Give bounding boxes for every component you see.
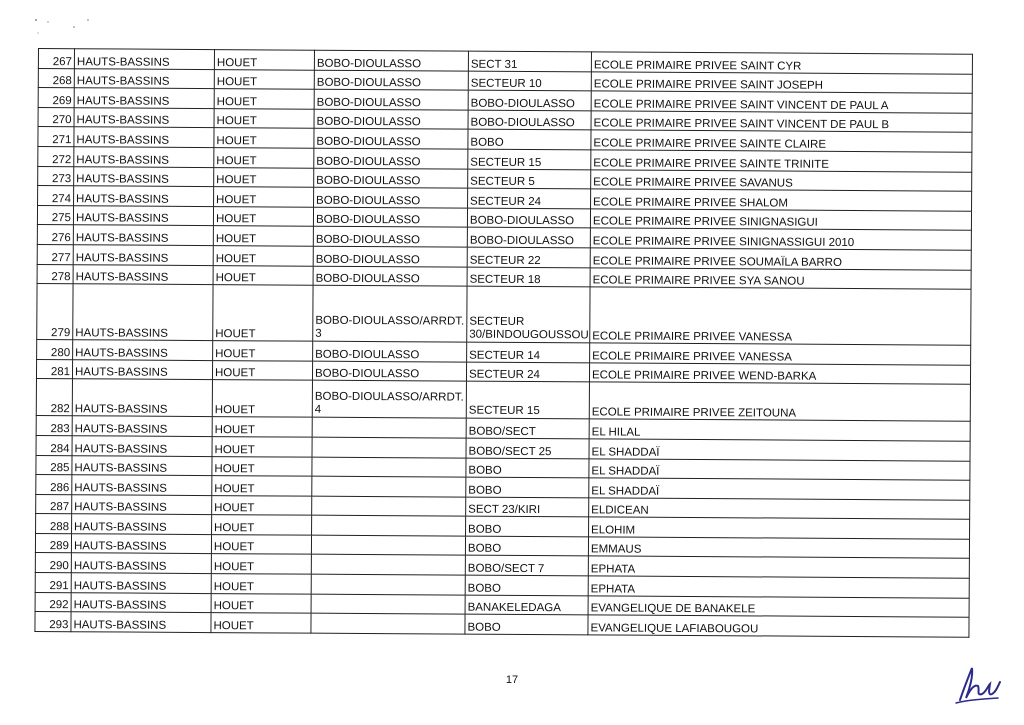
cell-commune: BOBO-DIOULASSO	[314, 168, 468, 189]
cell-province: HOUET	[212, 360, 312, 380]
cell-region: HAUTS-BASSINS	[73, 245, 213, 265]
school-table-body	[35, 49, 973, 638]
cell-school-name: ECOLE PRIMAIRE PRIVEE SINIGNASIGUI	[590, 209, 971, 231]
cell-commune: BOBO-DIOULASSO/ARRDT. 4	[312, 380, 466, 418]
cell-number: 289	[35, 533, 71, 553]
cell-locality: SECTEUR 14	[467, 342, 590, 362]
table-row	[36, 379, 970, 422]
cell-commune	[312, 515, 466, 536]
cell-commune: BOBO-DIOULASSO	[313, 341, 467, 362]
cell-school-name: EPHATA	[588, 576, 969, 598]
cell-region: HAUTS-BASSINS	[73, 340, 213, 360]
cell-region: HAUTS-BASSINS	[74, 49, 214, 69]
cell-province: HOUET	[214, 187, 314, 207]
cell-commune	[312, 496, 466, 517]
cell-number: 269	[38, 88, 74, 108]
cell-province: HOUET	[211, 593, 311, 613]
cell-province: HOUET	[214, 108, 314, 128]
cell-province: HOUET	[213, 246, 313, 266]
cell-number: 271	[38, 127, 74, 147]
handwritten-signature	[952, 660, 1002, 704]
cell-number: 290	[35, 553, 71, 573]
cell-number: 275	[37, 205, 73, 225]
cell-region: HAUTS-BASSINS	[74, 127, 214, 147]
cell-locality: BOBO	[465, 575, 588, 595]
cell-region: HAUTS-BASSINS	[71, 573, 211, 593]
cell-region: HAUTS-BASSINS	[72, 475, 212, 495]
cell-province: HOUET	[213, 206, 313, 226]
cell-number: 293	[35, 612, 71, 632]
cell-number: 277	[37, 244, 73, 264]
cell-school-name: ECOLE PRIMAIRE PRIVEE SAINTE CLAIRE	[591, 130, 972, 152]
cell-school-name: ECOLE PRIMAIRE PRIVEE SINIGNASSIGUI 2010	[590, 228, 971, 250]
cell-locality: BOBO	[465, 614, 588, 634]
cell-region: HAUTS-BASSINS	[74, 88, 214, 108]
cell-province: HOUET	[214, 89, 314, 109]
cell-locality: SECTEUR 30/BINDOUGOUSSOU	[467, 286, 590, 343]
cell-locality: BOBO/SECT	[466, 418, 589, 438]
cell-number: 281	[36, 359, 72, 379]
cell-number: 286	[36, 475, 72, 495]
cell-commune: BOBO-DIOULASSO	[312, 361, 466, 382]
cell-school-name: ECOLE PRIMAIRE PRIVEE SYA SANOU	[590, 267, 971, 289]
cell-number: 284	[36, 435, 72, 455]
cell-locality: BOBO/SECT 25	[466, 438, 589, 458]
cell-number: 291	[35, 573, 71, 593]
cell-school-name: ECOLE PRIMAIRE PRIVEE SAINT VINCENT DE PAUL B	[591, 111, 972, 133]
cell-region: HAUTS-BASSINS	[71, 612, 211, 632]
cell-school-name: ECOLE PRIMAIRE PRIVEE VANESSA	[590, 287, 971, 345]
cell-province: HOUET	[214, 69, 314, 89]
cell-number: 288	[36, 514, 72, 534]
cell-number: 276	[37, 225, 73, 245]
cell-commune	[311, 594, 465, 615]
cell-region: HAUTS-BASSINS	[73, 225, 213, 245]
cell-locality: SECT 23/KIRI	[466, 497, 589, 517]
cell-school-name: ECOLE PRIMAIRE PRIVEE SAVANUS	[591, 169, 972, 191]
cell-school-name: ECOLE PRIMAIRE PRIVEE SHALOM	[591, 189, 972, 211]
cell-school-name: EVANGELIQUE LAFIABOUGOU	[588, 615, 969, 637]
cell-school-name: ECOLE PRIMAIRE PRIVEE SOUMAÏLA BARRO	[590, 248, 971, 270]
cell-school-name: EL SHADDAÏ	[589, 478, 970, 500]
cell-school-name: ECOLE PRIMAIRE PRIVEE SAINT VINCENT DE PAUL A	[591, 91, 972, 113]
cell-commune: BOBO-DIOULASSO	[314, 89, 468, 110]
table-row	[37, 284, 971, 346]
cell-province: HOUET	[211, 534, 311, 554]
cell-region: HAUTS-BASSINS	[74, 186, 214, 206]
cell-locality: BOBO-DIOULASSO	[468, 90, 591, 110]
cell-locality: SECTEUR 22	[467, 247, 590, 267]
cell-province: HOUET	[214, 128, 314, 148]
cell-school-name: EPHATA	[588, 556, 969, 578]
cell-locality: SECTEUR 24	[468, 188, 591, 208]
cell-commune	[312, 457, 466, 478]
cell-locality: SECTEUR 5	[468, 169, 591, 189]
cell-region: HAUTS-BASSINS	[74, 108, 214, 128]
cell-region: HAUTS-BASSINS	[71, 534, 211, 554]
cell-region: HAUTS-BASSINS	[73, 264, 213, 284]
cell-province: HOUET	[212, 436, 312, 456]
cell-locality: BOBO-DIOULASSO	[468, 110, 591, 130]
cell-region: HAUTS-BASSINS	[72, 359, 212, 379]
cell-commune: BOBO-DIOULASSO	[314, 148, 468, 169]
cell-commune: BOBO-DIOULASSO	[313, 227, 467, 248]
cell-commune: BOBO-DIOULASSO/ARRDT. 3	[313, 285, 467, 342]
cell-locality: SECTEUR 15	[466, 381, 589, 419]
cell-region: HAUTS-BASSINS	[71, 553, 211, 573]
cell-commune: BOBO-DIOULASSO	[313, 246, 467, 267]
cell-region: HAUTS-BASSINS	[71, 592, 211, 612]
cell-province: HOUET	[213, 341, 313, 361]
cell-province: HOUET	[214, 148, 314, 168]
cell-locality: BOBO	[466, 477, 589, 497]
cell-province: HOUET	[211, 554, 311, 574]
cell-locality: BOBO-DIOULASSO	[467, 227, 590, 247]
cell-locality: BOBO	[468, 130, 591, 150]
cell-school-name: ELDICEAN	[589, 498, 970, 520]
cell-school-name: ECOLE PRIMAIRE PRIVEE ZEITOUNA	[589, 382, 970, 421]
cell-province: HOUET	[212, 417, 312, 437]
cell-commune: BOBO-DIOULASSO	[313, 207, 467, 228]
cell-number: 268	[38, 68, 74, 88]
scan-specks	[30, 8, 110, 38]
cell-region: HAUTS-BASSINS	[74, 147, 214, 167]
cell-province: HOUET	[212, 380, 312, 418]
cell-region: HAUTS-BASSINS	[73, 284, 213, 341]
cell-school-name: ECOLE PRIMAIRE PRIVEE VANESSA	[590, 343, 971, 365]
cell-school-name: EL HILAL	[589, 419, 970, 441]
cell-province: HOUET	[213, 265, 313, 285]
cell-commune	[311, 555, 465, 576]
cell-region: HAUTS-BASSINS	[72, 436, 212, 456]
cell-school-name: ECOLE PRIMAIRE PRIVEE SAINT CYR	[591, 52, 972, 74]
cell-commune	[312, 417, 466, 438]
cell-locality: BOBO/SECT 7	[465, 556, 588, 576]
cell-school-name: ELOHIM	[589, 517, 970, 539]
cell-region: HAUTS-BASSINS	[72, 416, 212, 436]
cell-number: 282	[36, 379, 72, 416]
cell-province: HOUET	[212, 515, 312, 535]
cell-number: 267	[38, 49, 74, 69]
school-table	[34, 48, 973, 638]
cell-school-name: ECOLE PRIMAIRE PRIVEE WEND-BARKA	[589, 363, 970, 385]
cell-number: 287	[36, 494, 72, 514]
cell-school-name: EMMAUS	[588, 537, 969, 559]
cell-locality: SECTEUR 10	[468, 71, 591, 91]
cell-province: HOUET	[211, 613, 311, 633]
cell-locality: SECTEUR 15	[468, 149, 591, 169]
cell-number: 285	[36, 455, 72, 475]
cell-locality: BOBO	[466, 458, 589, 478]
cell-number: 274	[38, 186, 74, 206]
cell-school-name: EVANGELIQUE DE BANAKELE	[588, 596, 969, 618]
cell-locality: BOBO-DIOULASSO	[467, 208, 590, 228]
cell-region: HAUTS-BASSINS	[72, 379, 212, 417]
cell-province: HOUET	[214, 167, 314, 187]
cell-number: 280	[37, 340, 73, 360]
cell-commune: BOBO-DIOULASSO	[314, 187, 468, 208]
cell-province: HOUET	[213, 285, 313, 342]
cell-school-name: EL SHADDAÏ	[589, 458, 970, 480]
cell-number: 270	[38, 107, 74, 127]
cell-commune: BOBO-DIOULASSO	[314, 129, 468, 150]
cell-school-name: ECOLE PRIMAIRE PRIVEE SAINT JOSEPH	[591, 71, 972, 93]
cell-region: HAUTS-BASSINS	[74, 166, 214, 186]
cell-commune: BOBO-DIOULASSO	[313, 266, 467, 287]
cell-locality: SECTEUR 24	[466, 362, 589, 382]
cell-region: HAUTS-BASSINS	[72, 494, 212, 514]
cell-commune	[311, 613, 465, 634]
cell-school-name: EL SHADDAÏ	[589, 439, 970, 461]
cell-number: 273	[38, 166, 74, 186]
cell-locality: SECTEUR 18	[467, 267, 590, 287]
cell-commune	[312, 476, 466, 497]
cell-province: HOUET	[214, 50, 314, 70]
cell-province: HOUET	[213, 226, 313, 246]
page-number: 17	[505, 674, 519, 686]
cell-province: HOUET	[212, 456, 312, 476]
cell-number: 272	[38, 146, 74, 166]
cell-commune: BOBO-DIOULASSO	[314, 70, 468, 91]
cell-province: HOUET	[212, 476, 312, 496]
cell-region: HAUTS-BASSINS	[74, 68, 214, 88]
cell-region: HAUTS-BASSINS	[72, 455, 212, 475]
cell-number: 279	[37, 284, 73, 340]
cell-commune	[312, 437, 466, 458]
cell-locality: SECT 31	[468, 51, 591, 71]
school-list-sheet	[34, 48, 972, 638]
cell-region: HAUTS-BASSINS	[73, 205, 213, 225]
cell-number: 283	[36, 416, 72, 436]
cell-number: 278	[37, 264, 73, 284]
cell-commune: BOBO-DIOULASSO	[314, 50, 468, 71]
cell-region: HAUTS-BASSINS	[72, 514, 212, 534]
cell-number: 292	[35, 592, 71, 612]
cell-commune	[311, 535, 465, 556]
cell-commune: BOBO-DIOULASSO	[314, 109, 468, 130]
cell-province: HOUET	[211, 574, 311, 594]
cell-province: HOUET	[212, 495, 312, 515]
cell-school-name: ECOLE PRIMAIRE PRIVEE SAINTE TRINITE	[591, 150, 972, 172]
cell-commune	[311, 574, 465, 595]
cell-locality: BANAKELEDAGA	[465, 595, 588, 615]
cell-locality: BOBO	[466, 516, 589, 536]
cell-locality: BOBO	[465, 536, 588, 556]
